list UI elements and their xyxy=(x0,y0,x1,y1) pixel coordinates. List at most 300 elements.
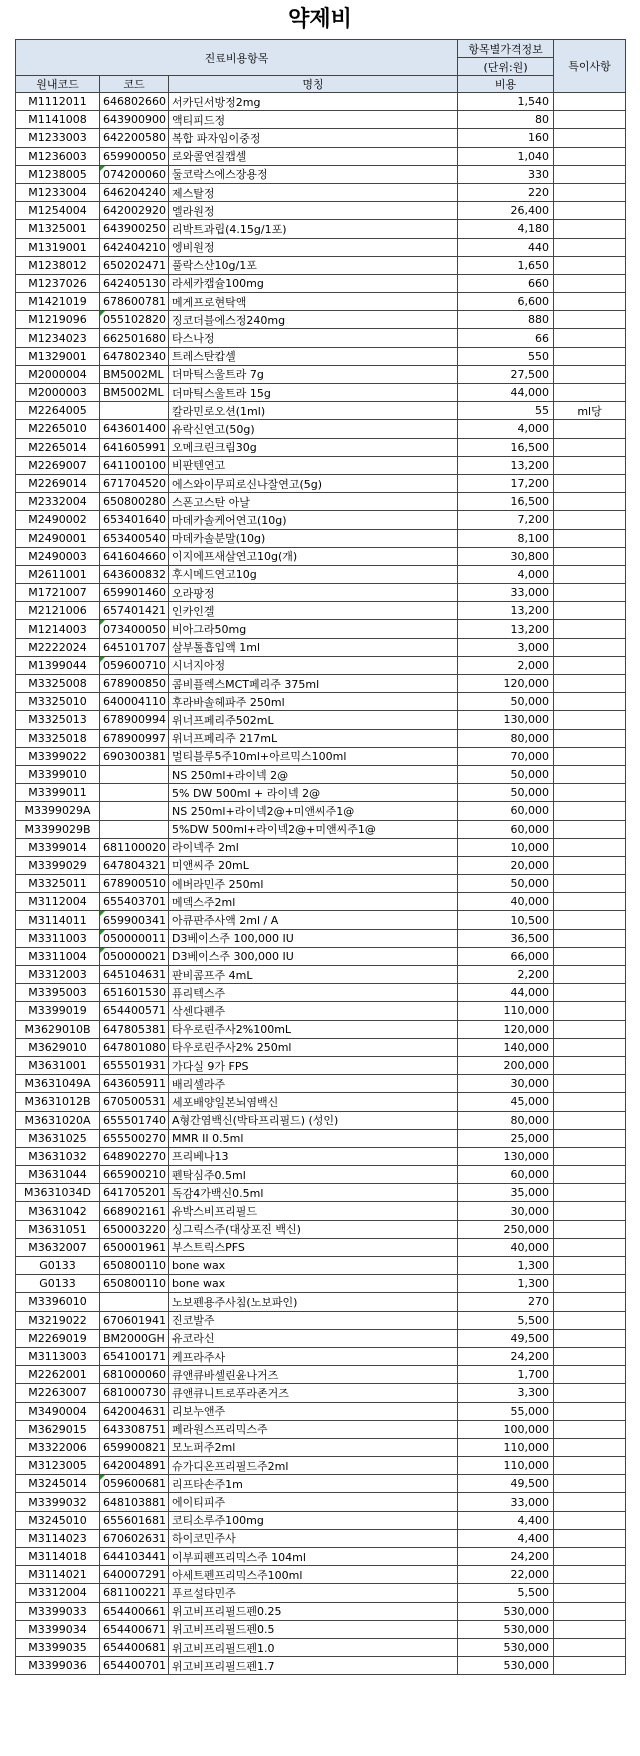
cell-cost: 1,700 xyxy=(458,1366,554,1384)
cell-cost: 66,000 xyxy=(458,947,554,965)
cell-note xyxy=(554,1638,626,1656)
cell-code: 650800280 xyxy=(100,493,169,511)
cell-code: 059600681 xyxy=(100,1475,169,1493)
cell-code: 648902270 xyxy=(100,1147,169,1165)
cell-note xyxy=(554,1493,626,1511)
cell-code: 643900900 xyxy=(100,111,169,129)
cell-note xyxy=(554,420,626,438)
cell-internal-code: M1238005 xyxy=(16,165,100,183)
table-row xyxy=(16,929,626,947)
cell-code: 655403701 xyxy=(100,893,169,911)
cell-note xyxy=(554,1238,626,1256)
cell-cost: 4,400 xyxy=(458,1511,554,1529)
cell-cost: 13,200 xyxy=(458,620,554,638)
cell-internal-code: M3123005 xyxy=(16,1457,100,1475)
cell-code xyxy=(100,784,169,802)
cell-note xyxy=(554,547,626,565)
cell-name: MMR II 0.5ml xyxy=(169,1129,458,1147)
cell-name: 페라원스프리믹스주 xyxy=(169,1420,458,1438)
cell-code: 657401421 xyxy=(100,602,169,620)
cell-name: 퓨리텍스주 xyxy=(169,984,458,1002)
cell-code: 659901460 xyxy=(100,584,169,602)
table-row xyxy=(16,1347,626,1365)
cell-name: 아큐판주사액 2ml / A xyxy=(169,911,458,929)
table-row xyxy=(16,747,626,765)
cell-cost: 110,000 xyxy=(458,1002,554,1020)
table-row xyxy=(16,1657,626,1675)
cell-cost: 80,000 xyxy=(458,1111,554,1129)
table-row xyxy=(16,1475,626,1493)
cell-code: 643601400 xyxy=(100,420,169,438)
cell-name: 에이티피주 xyxy=(169,1493,458,1511)
cell-name: 징코더블에스정240mg xyxy=(169,311,458,329)
cell-note xyxy=(554,511,626,529)
cell-cost: 530,000 xyxy=(458,1602,554,1620)
cell-internal-code: M1237026 xyxy=(16,274,100,292)
cell-name: 케프라주사 xyxy=(169,1347,458,1365)
cell-note xyxy=(554,111,626,129)
cell-cost: 120,000 xyxy=(458,675,554,693)
cell-comment-indicator-icon xyxy=(100,311,105,316)
cell-internal-code: M3399011 xyxy=(16,784,100,802)
table-row xyxy=(16,1293,626,1311)
cell-cost: 880 xyxy=(458,311,554,329)
cell-internal-code: M3631020A xyxy=(16,1111,100,1129)
cell-code: 645101707 xyxy=(100,638,169,656)
cell-internal-code: M1238012 xyxy=(16,256,100,274)
header-col-code: 코드 xyxy=(100,76,169,93)
cell-name: 미앤씨주 20mL xyxy=(169,856,458,874)
cell-code: 678900994 xyxy=(100,711,169,729)
cell-cost: 50,000 xyxy=(458,784,554,802)
cell-name: bone wax xyxy=(169,1257,458,1275)
cell-note xyxy=(554,1384,626,1402)
cell-code: 050000011 xyxy=(100,929,169,947)
cell-cost: 200,000 xyxy=(458,1056,554,1074)
cell-internal-code: M3631051 xyxy=(16,1220,100,1238)
cell-cost: 110,000 xyxy=(458,1457,554,1475)
cell-cost: 24,200 xyxy=(458,1347,554,1365)
cell-code: 646802660 xyxy=(100,93,169,111)
cell-code: 678900850 xyxy=(100,675,169,693)
cell-code: 647801080 xyxy=(100,1038,169,1056)
cell-code xyxy=(100,1293,169,1311)
cell-internal-code: M3631042 xyxy=(16,1202,100,1220)
table-row xyxy=(16,311,626,329)
cell-note xyxy=(554,1602,626,1620)
cell-name: 서카딘서방정2mg xyxy=(169,93,458,111)
cell-note xyxy=(554,365,626,383)
cell-note xyxy=(554,93,626,111)
table-row xyxy=(16,1602,626,1620)
cell-name: D3베이스주 100,000 IU xyxy=(169,929,458,947)
cell-note xyxy=(554,856,626,874)
cell-note xyxy=(554,1657,626,1675)
cell-cost: 40,000 xyxy=(458,1238,554,1256)
cell-cost: 60,000 xyxy=(458,1166,554,1184)
table-row xyxy=(16,620,626,638)
cell-internal-code: M2222024 xyxy=(16,638,100,656)
cell-name: 비판텐연고 xyxy=(169,456,458,474)
cell-name: 복합 파자임이중정 xyxy=(169,129,458,147)
cell-internal-code: M3631044 xyxy=(16,1166,100,1184)
table-row xyxy=(16,656,626,674)
cell-internal-code: M3399029B xyxy=(16,820,100,838)
cell-internal-code: M2262001 xyxy=(16,1366,100,1384)
cell-note xyxy=(554,1056,626,1074)
cell-name: 메게프로현탁액 xyxy=(169,293,458,311)
table-row xyxy=(16,875,626,893)
cell-cost: 220 xyxy=(458,183,554,201)
cell-name: 멀티블루5주10ml+아르믹스100ml xyxy=(169,747,458,765)
cell-note xyxy=(554,456,626,474)
table-row xyxy=(16,511,626,529)
cell-note xyxy=(554,893,626,911)
cell-note xyxy=(554,875,626,893)
cell-name: 위너프페리주502mL xyxy=(169,711,458,729)
cell-code: BM5002ML xyxy=(100,365,169,383)
cell-note xyxy=(554,820,626,838)
cell-name: 노보펜용주사침(노보파인) xyxy=(169,1293,458,1311)
cell-cost: 36,500 xyxy=(458,929,554,947)
header-price-info: 항목별가격정보 xyxy=(458,40,554,58)
cell-comment-indicator-icon xyxy=(100,1475,105,1480)
cell-code: 650800110 xyxy=(100,1257,169,1275)
cell-note xyxy=(554,1075,626,1093)
cell-note xyxy=(554,274,626,292)
cell-name: 판비콤프주 4mL xyxy=(169,966,458,984)
table-row xyxy=(16,220,626,238)
cell-cost: 5,500 xyxy=(458,1584,554,1602)
table-row xyxy=(16,1166,626,1184)
cell-internal-code: M3399010 xyxy=(16,765,100,783)
table-row xyxy=(16,183,626,201)
cell-cost: 130,000 xyxy=(458,711,554,729)
table-row xyxy=(16,1184,626,1202)
cell-cost: 4,000 xyxy=(458,420,554,438)
cell-name: 오라팡정 xyxy=(169,584,458,602)
cell-note xyxy=(554,602,626,620)
cell-code: 670602631 xyxy=(100,1529,169,1547)
table-row xyxy=(16,438,626,456)
cell-internal-code: M3113003 xyxy=(16,1347,100,1365)
cell-note xyxy=(554,747,626,765)
cell-cost: 160 xyxy=(458,129,554,147)
table-row xyxy=(16,1038,626,1056)
cell-note xyxy=(554,693,626,711)
cell-note xyxy=(554,638,626,656)
cell-code: 059600710 xyxy=(100,656,169,674)
cell-internal-code: M1421019 xyxy=(16,293,100,311)
cell-cost: 13,200 xyxy=(458,602,554,620)
cell-name: 아세트펜프리믹스주100ml xyxy=(169,1566,458,1584)
cell-code: 654100171 xyxy=(100,1347,169,1365)
cell-cost: 4,400 xyxy=(458,1529,554,1547)
cell-code: BM5002ML xyxy=(100,384,169,402)
cell-internal-code: M3114018 xyxy=(16,1548,100,1566)
drug-fee-table xyxy=(15,39,626,1675)
cell-name: 오메크린크림30g xyxy=(169,438,458,456)
table-row xyxy=(16,565,626,583)
cell-internal-code: M3631001 xyxy=(16,1056,100,1074)
cell-cost: 6,600 xyxy=(458,293,554,311)
cell-note xyxy=(554,1347,626,1365)
cell-cost: 27,500 xyxy=(458,365,554,383)
cell-note xyxy=(554,183,626,201)
cell-cost: 16,500 xyxy=(458,493,554,511)
cell-name: 부스트릭스PFS xyxy=(169,1238,458,1256)
cell-note xyxy=(554,529,626,547)
cell-note xyxy=(554,1475,626,1493)
cell-cost: 55,000 xyxy=(458,1402,554,1420)
cell-note xyxy=(554,1275,626,1293)
cell-cost: 660 xyxy=(458,274,554,292)
cell-internal-code: M3631049A xyxy=(16,1075,100,1093)
cell-cost: 13,200 xyxy=(458,456,554,474)
cell-note xyxy=(554,1220,626,1238)
cell-internal-code: M3114021 xyxy=(16,1566,100,1584)
cell-name: NS 250ml+라이넥 2@ xyxy=(169,765,458,783)
cell-name: 리박트과립(4.15g/1포) xyxy=(169,220,458,238)
header-col-name: 명칭 xyxy=(169,76,458,93)
cell-note xyxy=(554,474,626,492)
cell-internal-code: M3629010 xyxy=(16,1038,100,1056)
cell-note xyxy=(554,220,626,238)
cell-code: 643605911 xyxy=(100,1075,169,1093)
cell-name: 위고비프리필드펜1.7 xyxy=(169,1657,458,1675)
cell-internal-code: M2332004 xyxy=(16,493,100,511)
cell-cost: 80 xyxy=(458,111,554,129)
cell-name: 모노퍼주2ml xyxy=(169,1438,458,1456)
cell-code: 653400540 xyxy=(100,529,169,547)
table-row xyxy=(16,784,626,802)
cell-cost: 110,000 xyxy=(458,1438,554,1456)
cell-code: 647804321 xyxy=(100,856,169,874)
cell-code: 665900210 xyxy=(100,1166,169,1184)
cell-internal-code: M1254004 xyxy=(16,202,100,220)
cell-cost: 49,500 xyxy=(458,1329,554,1347)
cell-cost: 2,000 xyxy=(458,656,554,674)
cell-code: 647805381 xyxy=(100,1020,169,1038)
cell-internal-code: M2611001 xyxy=(16,565,100,583)
cell-internal-code: M3114011 xyxy=(16,911,100,929)
cell-name: 스폰고스탄 아날 xyxy=(169,493,458,511)
cell-name: 메덱스주2ml xyxy=(169,893,458,911)
cell-cost: 8,100 xyxy=(458,529,554,547)
cell-note xyxy=(554,202,626,220)
cell-cost: 60,000 xyxy=(458,820,554,838)
cell-cost: 50,000 xyxy=(458,765,554,783)
cell-internal-code: M2121006 xyxy=(16,602,100,620)
cell-code: 650800110 xyxy=(100,1275,169,1293)
cell-cost: 530,000 xyxy=(458,1657,554,1675)
cell-internal-code: M3325011 xyxy=(16,875,100,893)
cell-name: 살부톨흡입액 1ml xyxy=(169,638,458,656)
table-row xyxy=(16,1420,626,1438)
table-row xyxy=(16,202,626,220)
cell-internal-code: M3396010 xyxy=(16,1293,100,1311)
cell-note xyxy=(554,1202,626,1220)
cell-name: 비아그라50mg xyxy=(169,620,458,638)
cell-code: 641605991 xyxy=(100,438,169,456)
table-row xyxy=(16,584,626,602)
cell-cost: 26,400 xyxy=(458,202,554,220)
cell-note xyxy=(554,311,626,329)
table-row xyxy=(16,893,626,911)
cell-code: 668902161 xyxy=(100,1202,169,1220)
cell-internal-code: M3399022 xyxy=(16,747,100,765)
cell-note xyxy=(554,129,626,147)
cell-code: 681000730 xyxy=(100,1384,169,1402)
cell-internal-code: M2263007 xyxy=(16,1384,100,1402)
cell-code xyxy=(100,765,169,783)
cell-cost: 1,540 xyxy=(458,93,554,111)
cell-note xyxy=(554,1184,626,1202)
cell-comment-indicator-icon xyxy=(100,657,105,662)
cell-internal-code: M2000003 xyxy=(16,384,100,402)
table-row xyxy=(16,456,626,474)
cell-cost: 140,000 xyxy=(458,1038,554,1056)
cell-internal-code: M3399035 xyxy=(16,1638,100,1656)
table-row xyxy=(16,802,626,820)
cell-note xyxy=(554,1420,626,1438)
cell-note xyxy=(554,1257,626,1275)
cell-cost: 80,000 xyxy=(458,729,554,747)
cell-name: 하이코민주사 xyxy=(169,1529,458,1547)
cell-internal-code: M1233004 xyxy=(16,183,100,201)
cell-cost: 33,000 xyxy=(458,584,554,602)
cell-note xyxy=(554,656,626,674)
cell-note xyxy=(554,1147,626,1165)
cell-code: 073400050 xyxy=(100,620,169,638)
cell-internal-code: M1214003 xyxy=(16,620,100,638)
cell-note xyxy=(554,947,626,965)
cell-name: 슈가디온프리필드주2ml xyxy=(169,1457,458,1475)
cell-code: 662501680 xyxy=(100,329,169,347)
cell-code: 642002920 xyxy=(100,202,169,220)
cell-internal-code: M3312003 xyxy=(16,966,100,984)
cell-cost: 40,000 xyxy=(458,893,554,911)
cell-note xyxy=(554,493,626,511)
cell-note xyxy=(554,966,626,984)
cell-note xyxy=(554,711,626,729)
cell-note xyxy=(554,1402,626,1420)
table-row xyxy=(16,729,626,747)
cell-note xyxy=(554,838,626,856)
cell-cost: 250,000 xyxy=(458,1220,554,1238)
cell-name: 라이넥주 2ml xyxy=(169,838,458,856)
cell-code: 647802340 xyxy=(100,347,169,365)
cell-note: ml당 xyxy=(554,402,626,420)
cell-note xyxy=(554,1529,626,1547)
cell-cost: 70,000 xyxy=(458,747,554,765)
cell-code: 642404210 xyxy=(100,238,169,256)
table-row xyxy=(16,493,626,511)
cell-internal-code: M3312004 xyxy=(16,1584,100,1602)
cell-note xyxy=(554,238,626,256)
cell-cost: 4,180 xyxy=(458,220,554,238)
cell-code: 645104631 xyxy=(100,966,169,984)
cell-code: 681100221 xyxy=(100,1584,169,1602)
cell-note xyxy=(554,984,626,1002)
cell-cost: 10,000 xyxy=(458,838,554,856)
cell-name: 유코라신 xyxy=(169,1329,458,1347)
table-row xyxy=(16,529,626,547)
cell-name: 시너지아정 xyxy=(169,656,458,674)
cell-name: 칼라민로오션(1ml) xyxy=(169,402,458,420)
cell-cost: 3,300 xyxy=(458,1384,554,1402)
table-row xyxy=(16,765,626,783)
cell-internal-code: M2269007 xyxy=(16,456,100,474)
table-row xyxy=(16,966,626,984)
cell-note xyxy=(554,1620,626,1638)
cell-name: 타스나정 xyxy=(169,329,458,347)
cell-name: 마데카솔케어연고(10g) xyxy=(169,511,458,529)
table-row xyxy=(16,1402,626,1420)
cell-note xyxy=(554,1020,626,1038)
cell-note xyxy=(554,565,626,583)
cell-cost: 1,300 xyxy=(458,1257,554,1275)
cell-code: 055102820 xyxy=(100,311,169,329)
cell-code: 671704520 xyxy=(100,474,169,492)
cell-name: 큐앤큐니트로푸라존거즈 xyxy=(169,1384,458,1402)
cell-cost: 270 xyxy=(458,1293,554,1311)
cell-internal-code: M1219096 xyxy=(16,311,100,329)
cell-internal-code: M3631012B xyxy=(16,1093,100,1111)
cell-code: 641604660 xyxy=(100,547,169,565)
cell-code: 641705201 xyxy=(100,1184,169,1202)
table-row xyxy=(16,911,626,929)
cell-code: 050000021 xyxy=(100,947,169,965)
cell-code: 678900510 xyxy=(100,875,169,893)
cell-cost: 10,500 xyxy=(458,911,554,929)
cell-name: 푸르설타민주 xyxy=(169,1584,458,1602)
table-row xyxy=(16,1075,626,1093)
cell-name: 삭센다펜주 xyxy=(169,1002,458,1020)
cell-internal-code: M3395003 xyxy=(16,984,100,1002)
cell-cost: 550 xyxy=(458,347,554,365)
table-row xyxy=(16,1366,626,1384)
cell-code: 670601941 xyxy=(100,1311,169,1329)
cell-note xyxy=(554,1111,626,1129)
cell-internal-code: M3399019 xyxy=(16,1002,100,1020)
cell-code: 648103881 xyxy=(100,1493,169,1511)
table-row xyxy=(16,147,626,165)
table-row xyxy=(16,347,626,365)
cell-cost: 2,200 xyxy=(458,966,554,984)
cell-cost: 16,500 xyxy=(458,438,554,456)
cell-internal-code: M1721007 xyxy=(16,584,100,602)
cell-cost: 33,000 xyxy=(458,1493,554,1511)
cell-comment-indicator-icon xyxy=(100,948,105,953)
cell-code: 659900821 xyxy=(100,1438,169,1456)
cell-internal-code: M3629010B xyxy=(16,1020,100,1038)
cell-note xyxy=(554,1311,626,1329)
table-row xyxy=(16,256,626,274)
table-row xyxy=(16,1238,626,1256)
cell-name: 트레스탄캅셀 xyxy=(169,347,458,365)
cell-comment-indicator-icon xyxy=(100,911,105,916)
cell-name: 후시메드연고10g xyxy=(169,565,458,583)
cell-cost: 7,200 xyxy=(458,511,554,529)
cell-internal-code: M2490002 xyxy=(16,511,100,529)
cell-code: 659900341 xyxy=(100,911,169,929)
cell-code: 642004631 xyxy=(100,1402,169,1420)
cell-internal-code: M3632007 xyxy=(16,1238,100,1256)
cell-name: 더마틱스울트라 15g xyxy=(169,384,458,402)
cell-cost: 4,000 xyxy=(458,565,554,583)
table-row xyxy=(16,602,626,620)
